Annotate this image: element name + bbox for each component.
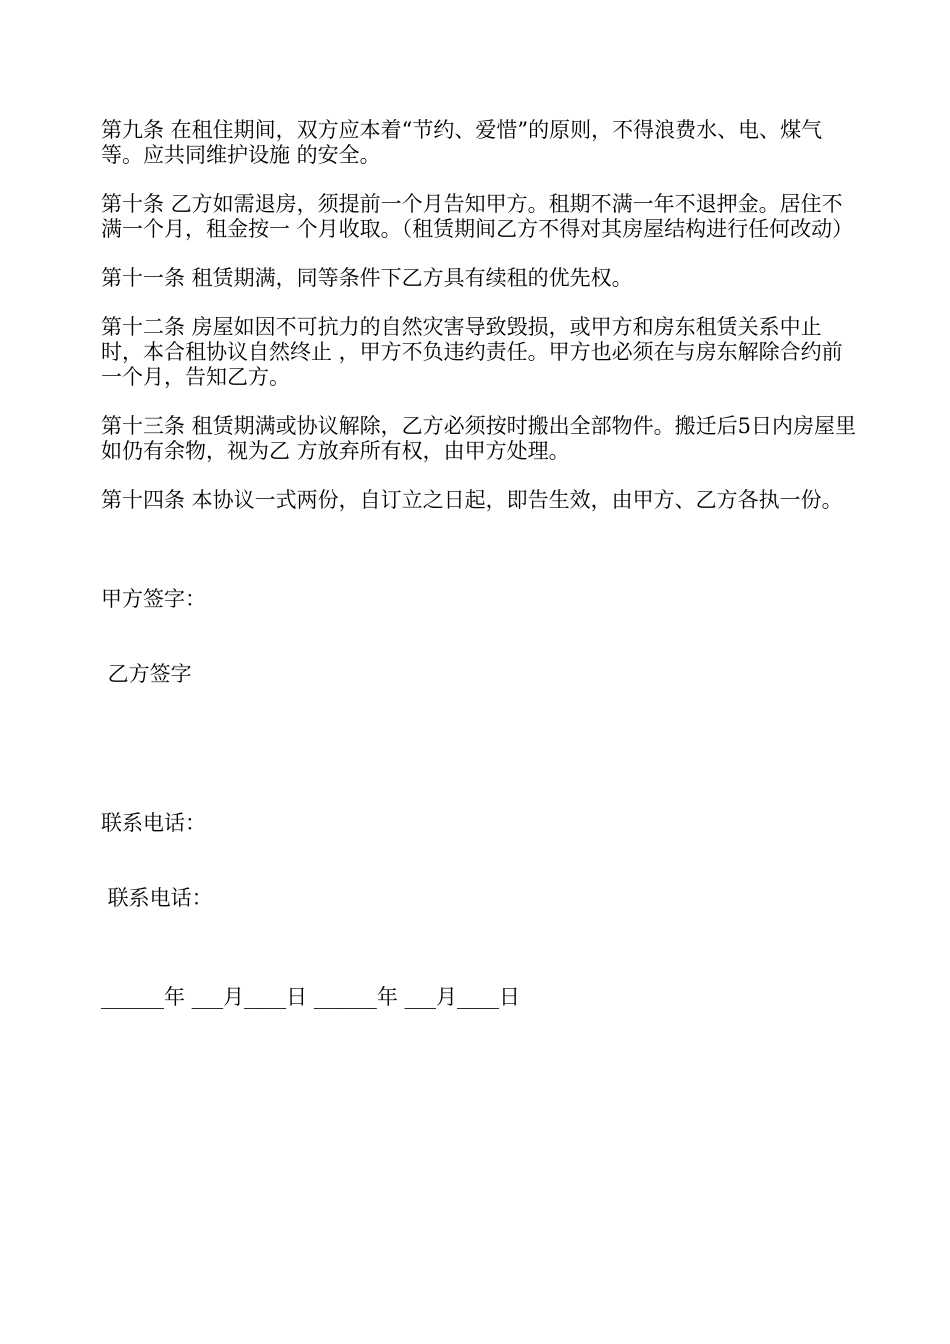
clause-13: 第十三条 租赁期满或协议解除，乙方必须按时搬出全部物件。搬迁后5日内房屋里如仍有余物，视为乙 方放弃所有权，由甲方处理。 bbox=[101, 414, 857, 463]
signature-block bbox=[101, 537, 861, 737]
party-b-signature-label: 乙方签字 bbox=[101, 662, 192, 686]
party-a-phone-label: 联系电话： bbox=[101, 811, 206, 835]
clause-14: 第十四条 本协议一式两份，自订立之日起，即告生效，由甲方、乙方各执一份。 bbox=[101, 488, 843, 512]
clause-10: 第十条 乙方如需退房，须提前一个月告知甲方。租期不满一年不退押金。居住不满一个月，租金按一 个月收取。（租赁期间乙方不得对其房屋结构进行任何改动） bbox=[101, 192, 854, 241]
phone-block bbox=[101, 761, 861, 961]
clause-9: 第九条 在租住期间，双方应本着“节约、爱惜”的原则，不得浪费水、电、煤气等。应共同维护设施 的安全。 bbox=[101, 118, 823, 167]
date-line: ______年 ___月____日 ______年 ___月____日 bbox=[101, 985, 521, 1009]
document-page bbox=[101, 118, 861, 1010]
clause-12: 第十二条 房屋如因不可抗力的自然灾害导致毁损，或甲方和房东租赁关系中止时，本合租协议自然终止 ，甲方不负违约责任。甲方也必须在与房东解除合约前一个月，告知乙方。 bbox=[101, 315, 843, 389]
party-b-phone-label: 联系电话： bbox=[101, 886, 213, 910]
party-a-signature-label: 甲方签字： bbox=[101, 587, 206, 611]
clause-11: 第十一条 租赁期满，同等条件下乙方具有续租的优先权。 bbox=[101, 266, 633, 290]
